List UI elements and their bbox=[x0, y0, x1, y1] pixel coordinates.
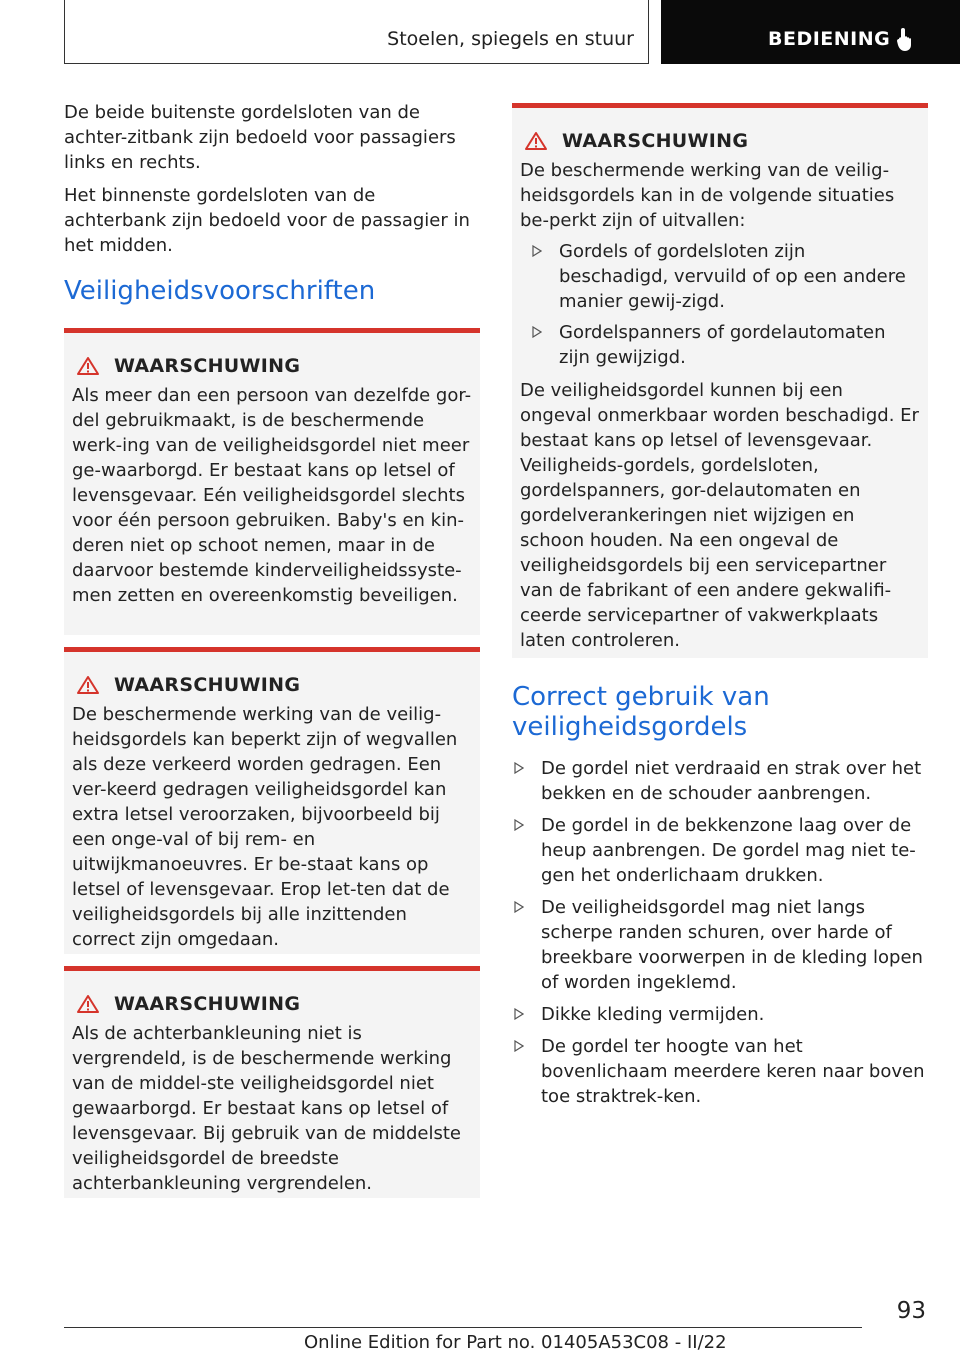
section-heading-correct-use: Correct gebruik van veiligheidsgordels bbox=[512, 682, 770, 742]
list-item: De gordel niet verdraaid en strak over het bekken en de schouder aanbrengen. bbox=[512, 756, 928, 806]
warning-list bbox=[520, 239, 920, 370]
header-section-box bbox=[64, 0, 649, 64]
warning-box-2 bbox=[64, 647, 480, 954]
triangle-bullet-icon bbox=[514, 1040, 524, 1052]
warning-box-3 bbox=[64, 966, 480, 1198]
warning-title: WAARSCHUWING bbox=[114, 355, 301, 377]
warning-triangle-icon bbox=[524, 131, 548, 151]
warning-text: Als de achterbankleuning niet is vergrendeld, is de beschermende werking van de middel-ste veiligheidsgordel niet gewaarborgd. Er bestaat kans op letsel of levensgevaar. Bij gebruik van de middelste veiligheidsgordel de breedste achterbankleuning vergrendelen. bbox=[72, 1023, 461, 1194]
footer-divider bbox=[64, 1327, 862, 1328]
section-heading-safety: Veiligheidsvoorschriften bbox=[64, 276, 376, 306]
hand-pointer-icon bbox=[895, 26, 917, 52]
triangle-bullet-icon bbox=[514, 762, 524, 774]
triangle-bullet-icon bbox=[514, 901, 524, 913]
list-item: Gordelspanners of gordelautomaten zijn gewijzigd. bbox=[530, 320, 920, 370]
intro-paragraph-2: Het binnenste gordelsloten van de achterbank zijn bedoeld voor de passagier in het midden. bbox=[64, 185, 470, 256]
warning-title: WAARSCHUWING bbox=[114, 674, 301, 696]
warning-outro: De veiligheidsgordel kunnen bij een ongeval onmerkbaar worden beschadigd. Er bestaat kans op letsel of levensgevaar. Veiligheids-gordels, gordelsloten, gordelspanners, gor-delautomaten en gordelverankeringen niet wijzigen en schoon houden. Na een ongeval de veiligheidsgordels bij een servicepartner van de fabrikant of een andere gekwalifi-ceerde servicepartner of vakwerkplaats laten controleren. bbox=[520, 380, 919, 651]
edition-note: Online Edition for Part no. 01405A53C08 - II/22 bbox=[304, 1332, 727, 1353]
intro-paragraph-1: De beide buitenste gordelsloten van de achter-zitbank zijn bedoeld voor passagiers links en rechts. bbox=[64, 102, 456, 173]
triangle-bullet-icon bbox=[514, 1008, 524, 1020]
left-column bbox=[64, 100, 480, 1198]
warning-title: WAARSCHUWING bbox=[562, 130, 749, 152]
triangle-bullet-icon bbox=[532, 245, 542, 257]
warning-title: WAARSCHUWING bbox=[114, 993, 301, 1015]
warning-intro: De beschermende werking van de veilig-heidsgordels kan in de volgende situaties be-perkt zijn of uitvallen: bbox=[520, 160, 895, 231]
warning-text: De beschermende werking van de veilig-heidsgordels kan beperkt zijn of wegvallen als deze verkeerd worden gedragen. Een ver-keerd gedragen veiligheidsgordel kan extra letsel veroorzaken, bijvoorbeeld bij een onge-val of bij rem- en uitwijkmanoeuvres. Er be-staat kans op letsel of levensgevaar. Erop let-ten dat de veiligheidsgordels bij alle inzittenden correct zijn omgedaan. bbox=[72, 704, 458, 950]
warning-triangle-icon bbox=[76, 356, 100, 376]
header-chapter-box bbox=[661, 0, 960, 64]
triangle-bullet-icon bbox=[514, 819, 524, 831]
section-title: Stoelen, spiegels en stuur bbox=[387, 28, 634, 50]
warning-text: Als meer dan een persoon van dezelfde gor-del gebruikmaakt, is de beschermende werk-ing van de veiligheidsgordel niet meer ge-waarborgd. Er bestaat kans op letsel of levensgevaar. Eén veiligheidsgordel slechts voor één persoon gebruiken. Baby's en kin-deren niet op schoot nemen, maar in de daarvoor bestemde kinderveiligheidssyste-men zetten en overeenkomstig beveiligen. bbox=[72, 385, 472, 606]
warning-box-1 bbox=[64, 328, 480, 635]
usage-list bbox=[512, 756, 928, 1109]
warning-triangle-icon bbox=[76, 994, 100, 1014]
list-item: Dikke kleding vermijden. bbox=[512, 1002, 928, 1027]
warning-triangle-icon bbox=[76, 675, 100, 695]
list-item: De gordel ter hoogte van het bovenlichaam meerdere keren naar boven toe straktrek-ken. bbox=[512, 1034, 928, 1109]
list-item: De gordel in de bekkenzone laag over de heup aanbrengen. De gordel mag niet te-gen het onderlichaam drukken. bbox=[512, 813, 928, 888]
triangle-bullet-icon bbox=[532, 326, 542, 338]
warning-box-4 bbox=[512, 103, 928, 658]
list-item: De veiligheidsgordel mag niet langs scherpe randen schuren, over harde of breekbare voorwerpen in de kleding lopen of worden ingeklemd. bbox=[512, 895, 928, 995]
page-number: 93 bbox=[896, 1298, 926, 1324]
list-item: Gordels of gordelsloten zijn beschadigd, vervuild of op een andere manier gewij-zigd. bbox=[530, 239, 920, 314]
chapter-title: BEDIENING bbox=[768, 28, 891, 50]
right-column bbox=[512, 103, 928, 1117]
